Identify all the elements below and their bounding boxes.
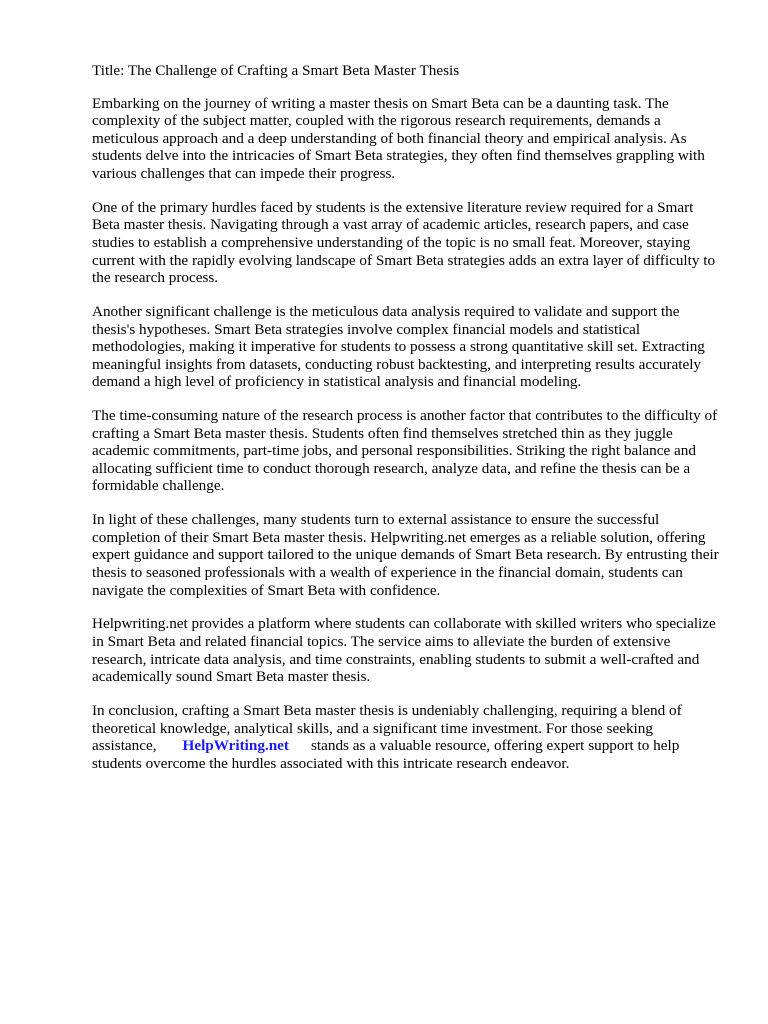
conclusion-text-after-link: stands as a valuable resource, offering expert support to help students overcome the hurdles associated with this intricate research endeavor. [92, 737, 680, 772]
paragraph-external-assistance: In light of these challenges, many students turn to external assistance to ensure the successful completion of their Smart Beta master thesis. Helpwriting.net emerges as a reliable solution, offering expert guidance and support tailored to the unique demands of Smart Beta research. By entrusting their thesis to seasoned professionals with a wealth of experience in the financial domain, students can navigate the complexities of Smart Beta with confidence. [92, 511, 719, 599]
document-title: Title: The Challenge of Crafting a Smart Beta Master Thesis [92, 62, 460, 79]
paragraph-literature-review: One of the primary hurdles faced by students is the extensive literature review required for a Smart Beta master thesis. Navigating through a vast array of academic articles, research papers, and case studies to establish a comprehensive understanding of the topic is no small feat. Moreover, staying current with the rapidly evolving landscape of Smart Beta strategies adds an extra layer of difficulty to the research process. [92, 198, 716, 287]
paragraph-data-analysis: Another significant challenge is the meticulous data analysis required to validate and support the thesis's hypotheses. Smart Beta strategies involve complex financial models and statistical methodologies, making it imperative for students to possess a strong quantitative skill set. Extracting meaningful insights from datasets, conducting robust backtesting, and interpreting results accurately demand a high level of proficiency in statistical analysis and financial modeling. [92, 302, 705, 391]
paragraph-conclusion [92, 702, 722, 772]
helpwriting-link[interactable]: HelpWriting.net [182, 737, 289, 755]
paragraph-time-consuming: The time-consuming nature of the research process is another factor that contributes to the difficulty of crafting a Smart Beta master thesis. Students often find themselves stretched thin as they juggle academic commitments, part-time jobs, and personal responsibilities. Striking the right balance and allocating sufficient time to conduct thorough research, analyze data, and refine the thesis can be a formidable challenge. [92, 407, 718, 495]
conclusion-text-before-link: In conclusion, crafting a Smart Beta master thesis is undeniably challenging, requiring a blend of theoretical knowledge, analytical skills, and a significant time investment. For those seeking assistance, [92, 701, 682, 755]
paragraph-platform: Helpwriting.net provides a platform where students can collaborate with skilled writers who specialize in Smart Beta and related financial topics. The service aims to alleviate the burden of extensive research, intricate data analysis, and time constraints, enabling students to submit a well-crafted and academically sound Smart Beta master thesis. [92, 615, 716, 686]
paragraph-intro: Embarking on the journey of writing a master thesis on Smart Beta can be a daunting task. The complexity of the subject matter, coupled with the rigorous research requirements, demands a meticulous approach and a deep understanding of both financial theory and empirical analysis. As students delve into the intricacies of Smart Beta strategies, they often find themselves grappling with various challenges that can impede their progress. [92, 94, 705, 182]
document-page [92, 62, 722, 789]
